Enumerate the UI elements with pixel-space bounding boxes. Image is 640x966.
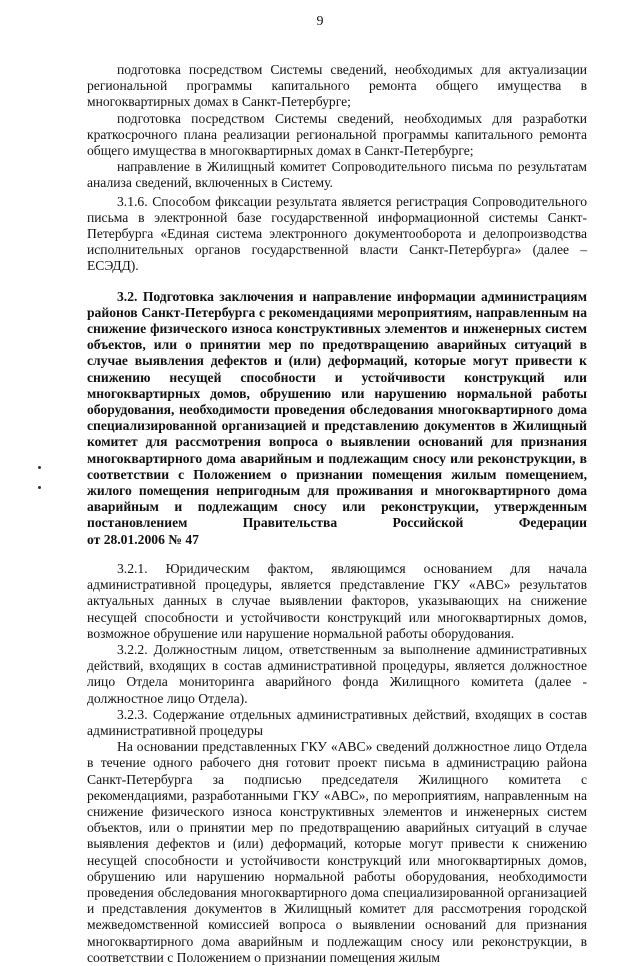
paragraph: 3.2.3. Содержание отдельных административных действий, входящих в состав административной процедуры (87, 706, 587, 738)
scan-artifact (38, 466, 41, 469)
paragraph: направление в Жилищный комитет Сопроводительного письма по результатам анализа сведений, включенных в Систему. (87, 159, 587, 191)
page-number: 9 (316, 14, 324, 29)
paragraph: 3.2.2. Должностным лицом, ответственным за выполнение административных действий, входящих в состав административной процедуры, является должностное лицо Отдела мониторинга аварийного фонда Жилищного комитета (далее - должностное лицо Отдела). (87, 641, 587, 706)
document-body (87, 62, 587, 966)
paragraph: 3.2.1. Юридическим фактом, являющимся основанием для начала административной процедуры, является представление ГКУ «АВС» результатов актуальных данных в случае выявлении факторов, указывающих на снижение несущей способности и устойчивости конструкций или многоквартирных домов, возможное обрушение или нарушение нормальной работы оборудования. (87, 560, 587, 641)
section-heading: 3.2. Подготовка заключения и направление информации администрациям районов Санкт-Петербурга с рекомендациями мероприятиям, направленным на снижение физического износа конструктивных элементов и инженерных систем объектов, или о принятии мер по предотвращению аварийных ситуаций в случае выявления дефектов и (или) деформаций, которые могут привести к снижению несущей способности и устойчивости конструкций или многоквартирных домов, обрушению или нарушению нормальной работы оборудования, необходимости проведения обследования многоквартирного дома специализированной организацией и представлению документов в Жилищный комитет для рассмотрения вопроса о выявлении оснований для признания многоквартирного дома аварийным и подлежащим сносу или реконструкции, в соответствии с Положением о признании помещения жилым помещением, жилого помещения непригодным для проживания и многоквартирного дома аварийным и подлежащим сносу или реконструкции, утвержденным постановлением Правительства Российской Федерации (87, 288, 587, 531)
paragraph: На основании представленных ГКУ «АВС» сведений должностное лицо Отдела в течение одного рабочего дня готовит проект письма в администрацию района Санкт-Петербурга за подписью председателя Жилищного комитета с рекомендациями, разработанными ГКУ «АВС», по мероприятиям, направленным на снижение физического износа конструктивных элементов и инженерных систем объектов, или о принятии мер по предотвращению аварийных ситуаций в случае выявления дефектов и (или) деформаций, которые могут привести к снижению несущей способности и устойчивости конструкций или многоквартирных домов, обрушению или нарушению нормальной работы оборудования, необходимости проведения обследования многоквартирного дома специализированной организацией и представления документов в Жилищный комитет для рассмотрения городской межведомственной комиссией вопроса о выявлении оснований для признания многоквартирного дома аварийным и подлежащим сносу или реконструкции, в соответствии с Положением о признании помещения жилым (87, 739, 587, 965)
paragraph: 3.1.6. Способом фиксации результата является регистрация Сопроводительного письма в электронной базе государственной информационной системы Санкт-Петербурга «Единая система электронного документооборота и делопроизводства исполнительных органов государственной власти Санкт-Петербурга» (далее – ЕСЭДД). (87, 193, 587, 274)
section-heading-tail: от 28.01.2006 № 47 (87, 531, 199, 547)
paragraph: подготовка посредством Системы сведений, необходимых для разработки краткосрочного плана реализации региональной программы капитального ремонта общего имущества в многоквартирных домах в Санкт-Петербурге; (87, 110, 587, 159)
scan-artifact (38, 486, 41, 489)
paragraph: подготовка посредством Системы сведений, необходимых для актуализации региональной программы капитального ремонта общего имущества в многоквартирных домах в Санкт-Петербурге; (87, 62, 587, 110)
